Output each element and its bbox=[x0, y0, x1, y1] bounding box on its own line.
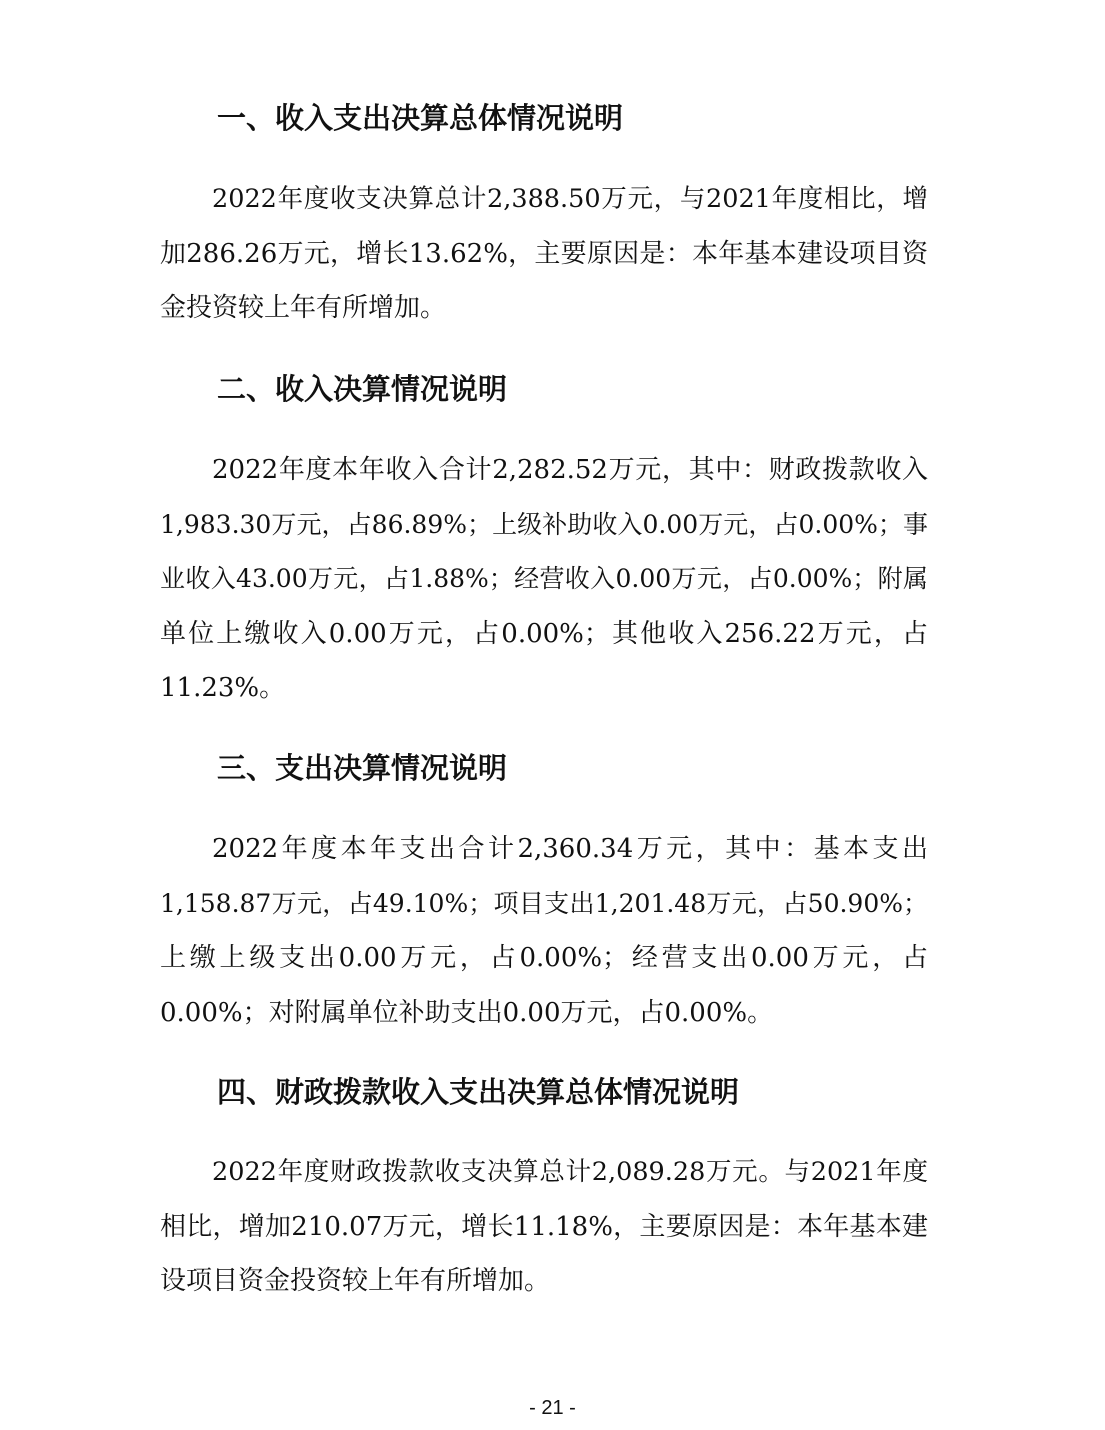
page-number: - 21 - bbox=[529, 1397, 576, 1419]
section-1-line-3: 金投资较上年有所增加。 bbox=[160, 293, 447, 323]
section-4-title: 四、财政拨款收入支出决算总体情况说明 bbox=[217, 1075, 740, 1109]
section-2-line-5: 11.23%。 bbox=[160, 673, 286, 703]
section-3-line-1: 2022年度本年支出合计2,360.34万元，其中：基本支出 bbox=[212, 834, 928, 864]
section-3-line-4: 0.00%；对附属单位补助支出0.00万元，占0.00%。 bbox=[160, 997, 774, 1028]
section-3-line-2: 1,158.87万元，占49.10%；项目支出1,201.48万元，占50.90%； bbox=[160, 888, 928, 918]
section-4-paragraph bbox=[160, 1145, 928, 1309]
section-4-line-2: 相比，增加210.07万元，增长11.18%，主要原因是：本年基本建 bbox=[160, 1211, 928, 1242]
section-2-line-3: 业收入43.00万元，占1.88%；经营收入0.00万元，占0.00%；附属 bbox=[160, 564, 928, 593]
section-1-paragraph bbox=[160, 172, 928, 336]
section-4-line-3: 设项目资金投资较上年有所增加。 bbox=[160, 1266, 551, 1296]
section-3-paragraph bbox=[160, 822, 928, 1040]
section-2-paragraph bbox=[160, 443, 928, 716]
section-1-line-2: 加286.26万元，增长13.62%，主要原因是：本年基本建设项目资 bbox=[160, 238, 928, 269]
section-3-title: 三、支出决算情况说明 bbox=[217, 751, 508, 785]
section-2-line-4: 单位上缴收入0.00万元，占0.00%；其他收入256.22万元，占 bbox=[160, 618, 928, 649]
section-2-line-1: 2022年度本年收入合计2,282.52万元，其中：财政拨款收入 bbox=[212, 455, 928, 485]
section-2-line-2: 1,983.30万元，占86.89%；上级补助收入0.00万元，占0.00%；事 bbox=[160, 509, 928, 539]
section-3-line-3: 上缴上级支出0.00万元，占0.00%；经营支出0.00万元，占 bbox=[160, 943, 928, 973]
section-4-line-1: 2022年度财政拨款收支决算总计2,089.28万元。与2021年度 bbox=[212, 1157, 928, 1187]
section-2-title: 二、收入决算情况说明 bbox=[217, 372, 508, 406]
section-1-title: 一、收入支出决算总体情况说明 bbox=[217, 101, 624, 135]
section-1-line-1: 2022年度收支决算总计2,388.50万元，与2021年度相比，增 bbox=[212, 184, 928, 214]
